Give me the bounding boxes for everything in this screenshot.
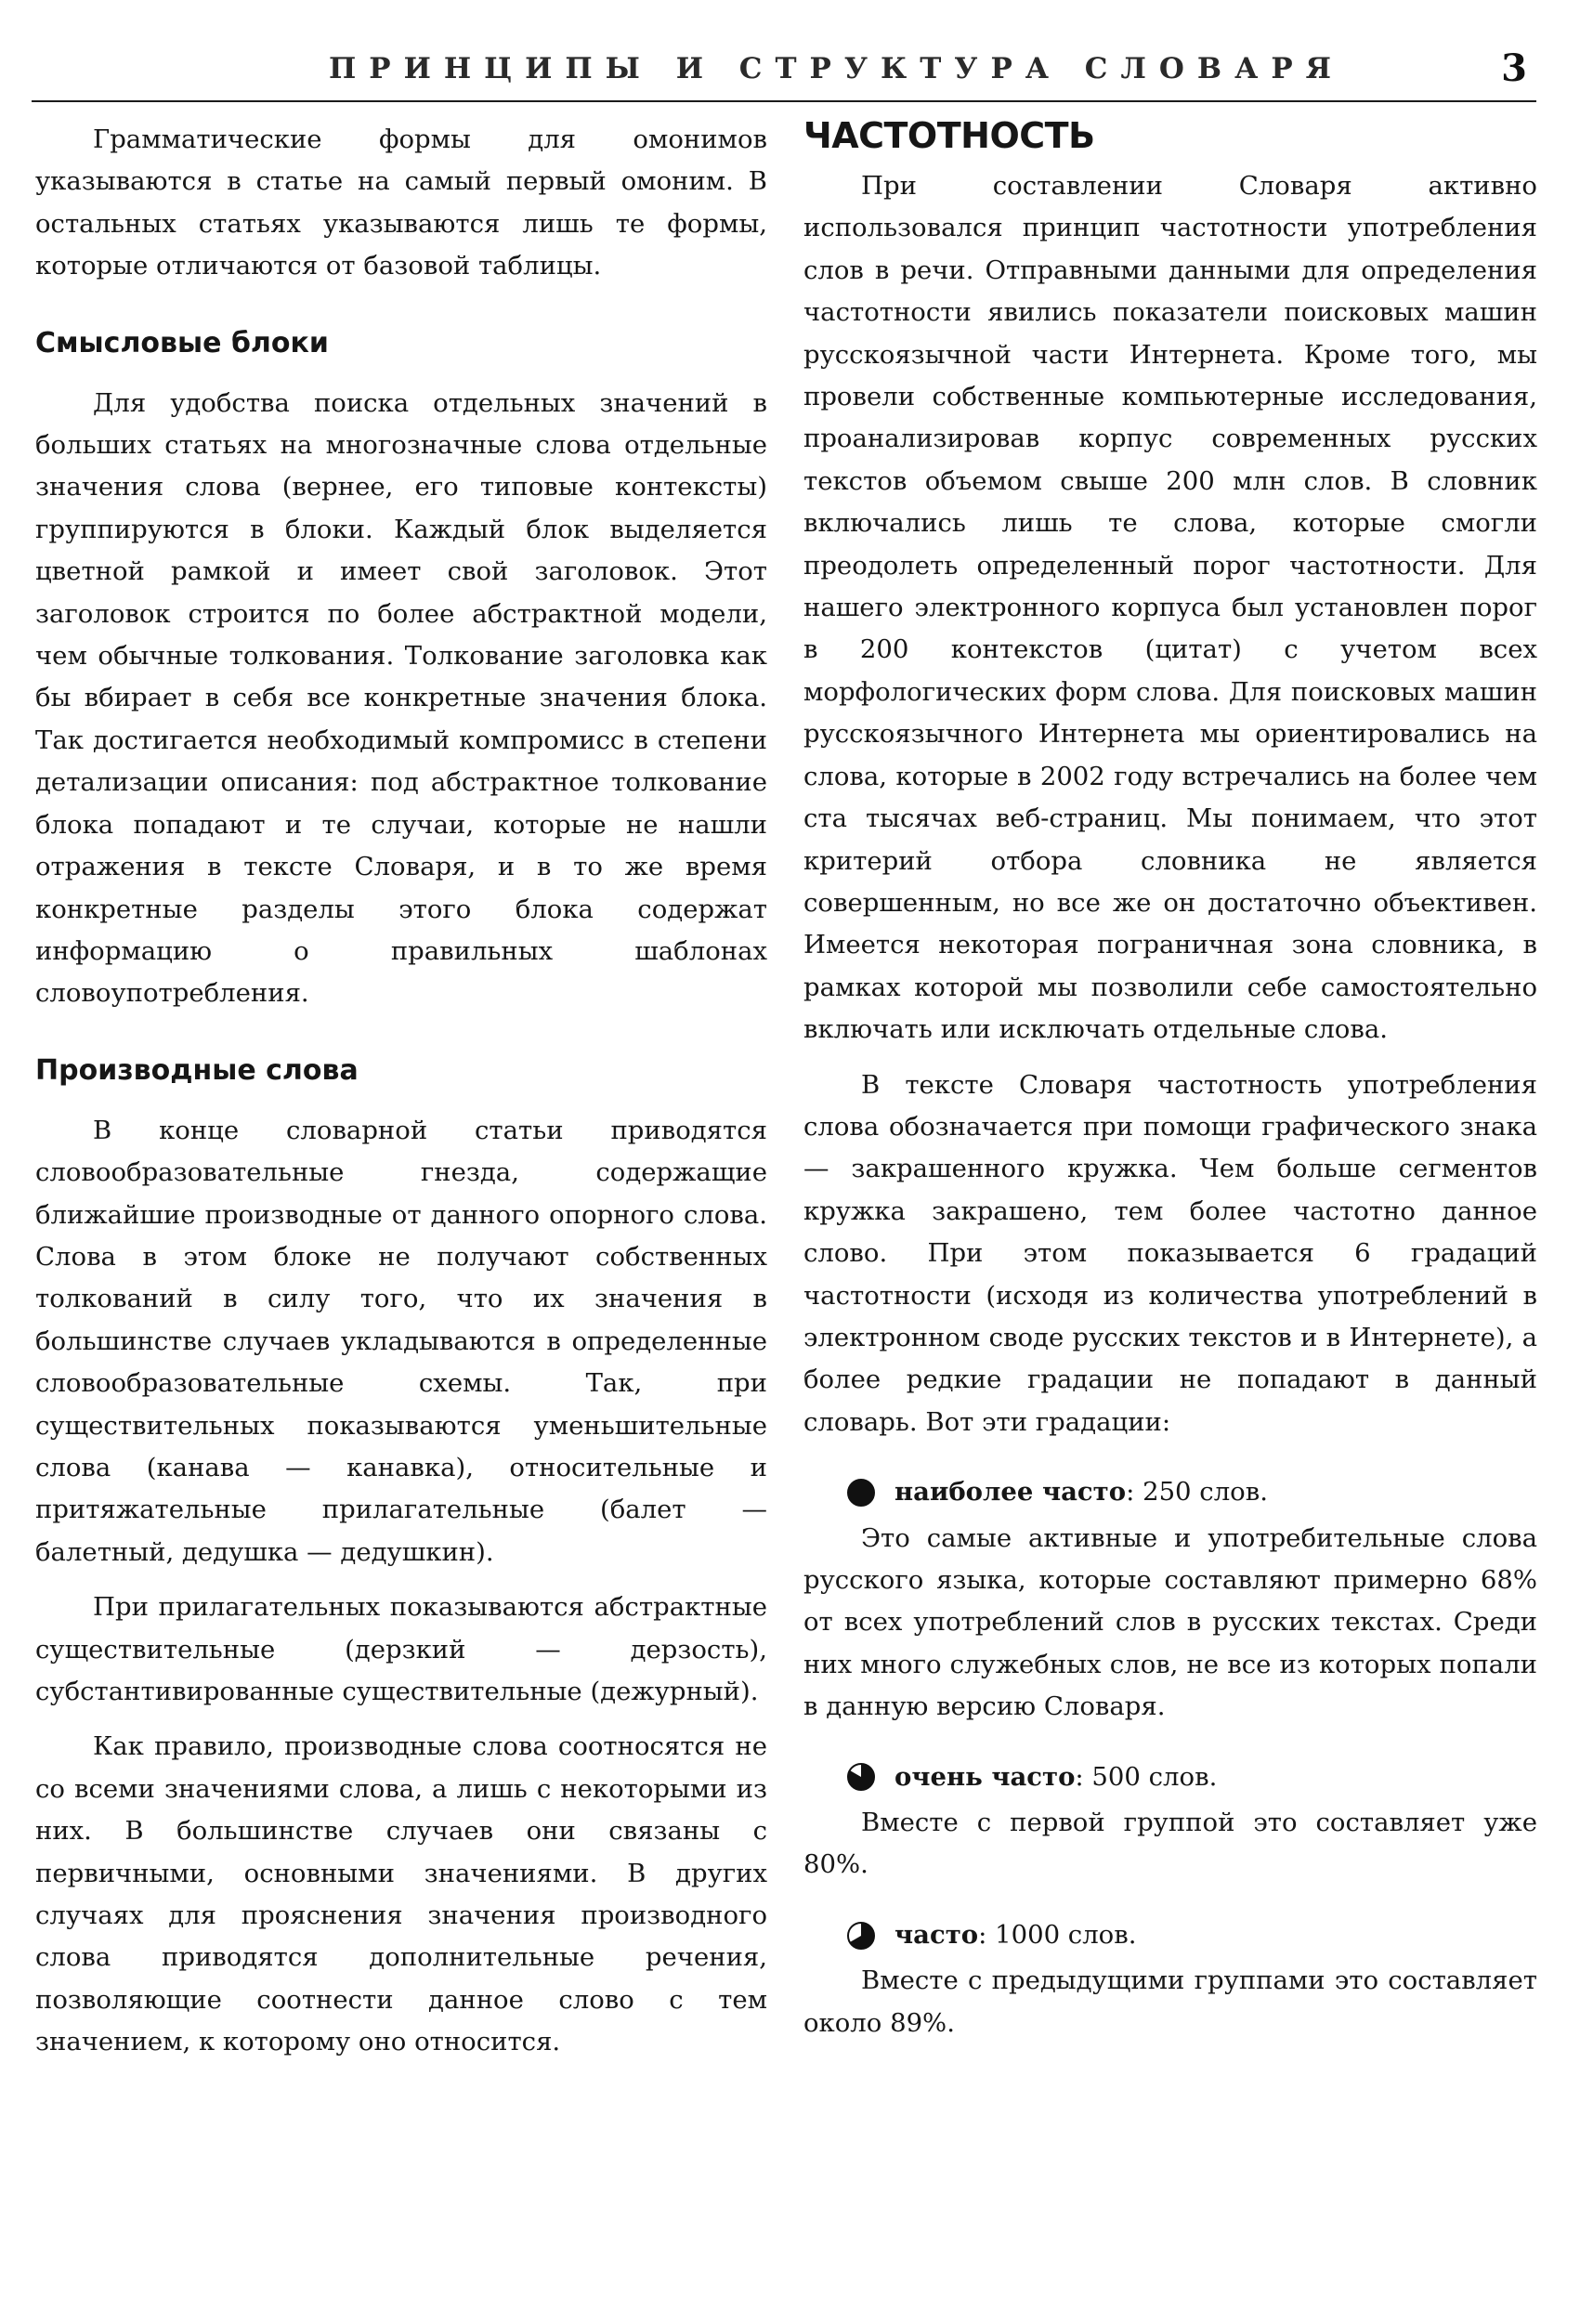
derived-words-paragraph-1: В конце словарной статьи приводятся словообразовательные гнезда, содержащие ближайшие производные от данного опорного слова. Слова в этом блоке не получают собственных толкований в силу того, что их значения в большинстве случаев укладываются в определенные словообразовательные схемы. Так, при существительных показываются уменьшительные слова (канава — канавка), относительные и притяжательные прилагательные (балет — балетный, дедушка — дедушкин).	[35, 1115, 767, 1567]
left-column	[35, 119, 767, 2064]
derived-words-paragraph-3: Как правило, производные слова соотносятся не со всеми значениями слова, а лишь с некоторыми из них. В большинстве случаев они связаны с первичными, основными значениями. В других случаях для прояснения значения производного слова приводятся дополнительные речения, позволяющие соотнести данное слово с тем значением, к которому оно относится.	[35, 1731, 767, 2057]
section-heading-semantic-blocks: Смысловые блоки	[35, 326, 329, 359]
grade-count: : 1000 слов.	[978, 1919, 1137, 1950]
circle-fill	[848, 1480, 874, 1506]
section-heading-frequency: ЧАСТОТНОСТЬ	[803, 115, 1095, 156]
full-circle-icon	[846, 1478, 876, 1508]
five-sixths-circle-icon	[846, 1762, 876, 1792]
grade-description-1: Это самые активные и употребительные слова русского языка, которые составляют примерно 68% от всех употреблений слов в русских текстах. Среди них много служебных слов, не все из которых попали в данную версию Словаря.	[803, 1522, 1537, 1722]
grade-label: часто	[894, 1919, 979, 1950]
frequency-paragraph-1: При составлении Словаря активно использовался принцип частотности употребления слов в речи. Отправными данными для определения частотности явились показатели поисковых машин русскоязычной части Интернета. Кроме того, мы провели собственные компьютерные исследования, проанализировав корпус современных русских текстов объемом свыше 200 млн слов. В словник включались лишь те слова, которые смогли преодолеть определенный порог частотности. Для нашего электронного корпуса был установлен порог в 200 контекстов (цитат) с учетом всех морфологических форм слова. Для поисковых машин русскоязычного Интернета мы ориентировались на слова, которые в 2002 году встречались на более чем ста тысячах веб-страниц. Мы понимаем, что этот критерий отбора словника не является совершенным, но все же он достаточно объективен. Имеется некоторая пограничная зона словника, в рамках которой мы позволили себе самостоятельно включать или исключать отдельные слова.	[803, 171, 1537, 1045]
derived-words-paragraph-2: При прилагательных показываются абстрактные существительные (дерзкий — дерзость), субстантивированные существительные (дежурный).	[35, 1592, 767, 1706]
page-number: 3	[1501, 46, 1527, 90]
frequency-grade-1	[803, 1471, 1537, 1513]
running-title: ПРИНЦИПЫ И СТРУКТУРА СЛОВАРЯ	[329, 52, 1344, 85]
section-heading-derived-words: Производные слова	[35, 1053, 359, 1087]
grade-label: наиболее часто	[894, 1477, 1127, 1508]
grade-count: : 500 слов.	[1075, 1761, 1218, 1792]
frequency-paragraph-2: В тексте Словаря частотность употребления слова обозначается при помощи графического знака — закрашенного кружка. Чем больше сегментов кружка закрашено, тем более частотно данное слово. При этом показывается 6 градаций частотности (исходя из количества употреблений в электронном своде русских текстов и в Интернете), а более редкие градации не попадают в данный словарь. Вот эти градации:	[803, 1069, 1537, 1437]
intro-paragraph: Грамматические формы для омонимов указываются в статье на самый первый омоним. В остальных статьях указываются лишь те формы, которые отличаются от базовой таблицы.	[35, 124, 767, 281]
grade-label: очень часто	[894, 1761, 1076, 1792]
grade-description-3: Вместе с предыдущими группами это составляет около 89%.	[803, 1965, 1537, 2038]
semantic-blocks-paragraph: Для удобства поиска отдельных значений в больших статьях на многозначные слова отдельные значения слова (вернее, его типовые контексты) группируются в блоки. Каждый блок выделяется цветной рамкой и имеет свой заголовок. Этот заголовок строится по более абстрактной модели, чем обычные толкования. Толкование заголовка как бы вбирает в себя все конкретные значения блока. Так достигается необходимый компромисс в степени детализации описания: под абстрактное толкование блока попадают и те случаи, которые не нашли отражения в тексте Словаря, и в то же время конкретные разделы этого блока содержат информацию о правильных шаблонах словоупотребления.	[35, 387, 767, 1009]
running-head	[32, 46, 1536, 102]
two-thirds-circle-icon	[846, 1921, 876, 1951]
frequency-grade-2	[803, 1756, 1537, 1798]
right-column	[803, 115, 1537, 2044]
grade-count: : 250 слов.	[1126, 1477, 1268, 1508]
frequency-grade-3	[803, 1914, 1537, 1956]
grade-description-2: Вместе с первой группой это составляет уже 80%.	[803, 1808, 1537, 1880]
